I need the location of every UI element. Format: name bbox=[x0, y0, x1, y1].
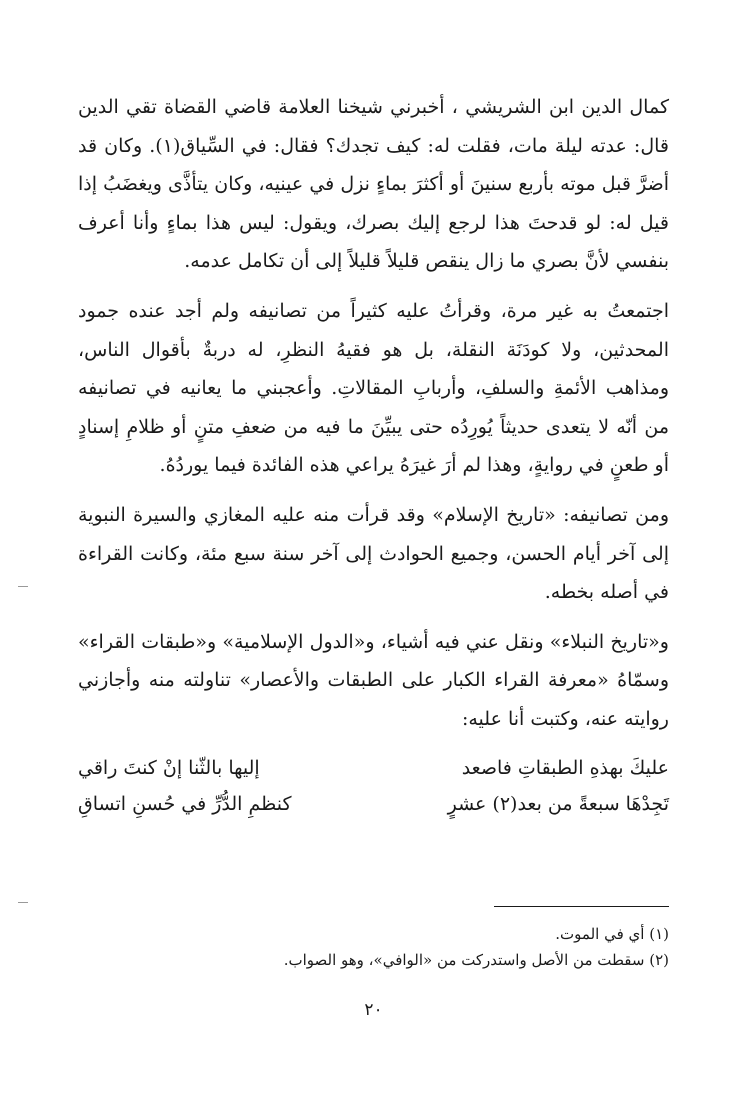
verse-1-second-hemistich: إليها بالثّنا إنْ كنتَ راقي bbox=[78, 756, 260, 779]
footnotes bbox=[78, 921, 669, 973]
main-text bbox=[78, 88, 669, 822]
page-number: ٢٠ bbox=[364, 1000, 383, 1020]
verse-2-first-hemistich: تَجِدْهَا سبعةً من بعد(٢) عشرٍ bbox=[447, 792, 669, 815]
footnote-1: (١) أي في الموت. bbox=[555, 925, 669, 943]
margin-mark bbox=[18, 902, 28, 903]
verse-line-2 bbox=[78, 786, 669, 822]
footnote-2: (٢) سقطت من الأصل واستدركت من «الوافي»، وهو الصواب. bbox=[283, 951, 669, 969]
paragraph-1: كمال الدين ابن الشريشي ، أخبرني شيخنا العلامة قاضي القضاة تقي الدين قال: عدته ليلة مات، فقلت له: كيف تجدك؟ فقال: في السِّياق(١). وكان قد أضرَّ قبل موته بأربع سنينَ أو أكثرَ بماءٍ نزل في عينيه، وكان يتأذَّى ويغضَبُ إذا قيل له: لو قدحتَ هذا لرجع إليك بصرك، ويقول: ليس هذا بماءٍ وأنا أعرف بنفسي لأنَّ بصري ما زال ينقص قليلاً قليلاً إلى أن تكامل عدمه. bbox=[78, 96, 669, 273]
verse-1-first-hemistich: عليكَ بهذهِ الطبقاتِ فاصعد bbox=[461, 756, 669, 779]
paragraph-3: ومن تصانيفه: «تاريخ الإسلام» وقد قرأت منه عليه المغازي والسيرة النبوية إلى آخر أيام الحسن، وجميع الحوادث إلى آخر سنة سبع مئة، وكانت القراءة في أصله بخطه. bbox=[78, 503, 669, 604]
paragraph-2: اجتمعتُ به غير مرة، وقرأتُ عليه كثيراً من تصانيفه ولم أجد عنده جمود المحدثين، ولا كودَنَة النقلة، بل هو فقيهُ النظرِ، له دربةٌ بأقوال الناس، ومذاهب الأئمةِ والسلفِ، وأربابِ المقالاتِ. وأعجبني ما يعانيه في تصانيفه من أنّه لا يتعدى حديثاً يُورِدُه حتى يبيِّنَ ما فيه من ضعفِ متنٍ أو ظلامِ إسنادٍ أو طعنٍ في روايةٍ، وهذا لم أرَ غيرَهُ يراعي هذه الفائدة فيما يوردُهُ. bbox=[78, 299, 669, 477]
paragraph-4: و«تاريخ النبلاء» ونقل عني فيه أشياء، و«الدول الإسلامية» و«طبقات القراء» وسمّاهُ «معرفة القراء الكبار على الطبقات والأعصار» تناولته منه وأجازني روايته عنه، وكتبت أنا عليه: bbox=[78, 630, 669, 730]
footnote-separator bbox=[494, 906, 669, 907]
verse-2-second-hemistich: كنظمِ الدُّرِّ في حُسنِ اتساقِ bbox=[78, 792, 292, 815]
verse-line-1 bbox=[78, 750, 669, 786]
margin-mark bbox=[18, 586, 28, 587]
